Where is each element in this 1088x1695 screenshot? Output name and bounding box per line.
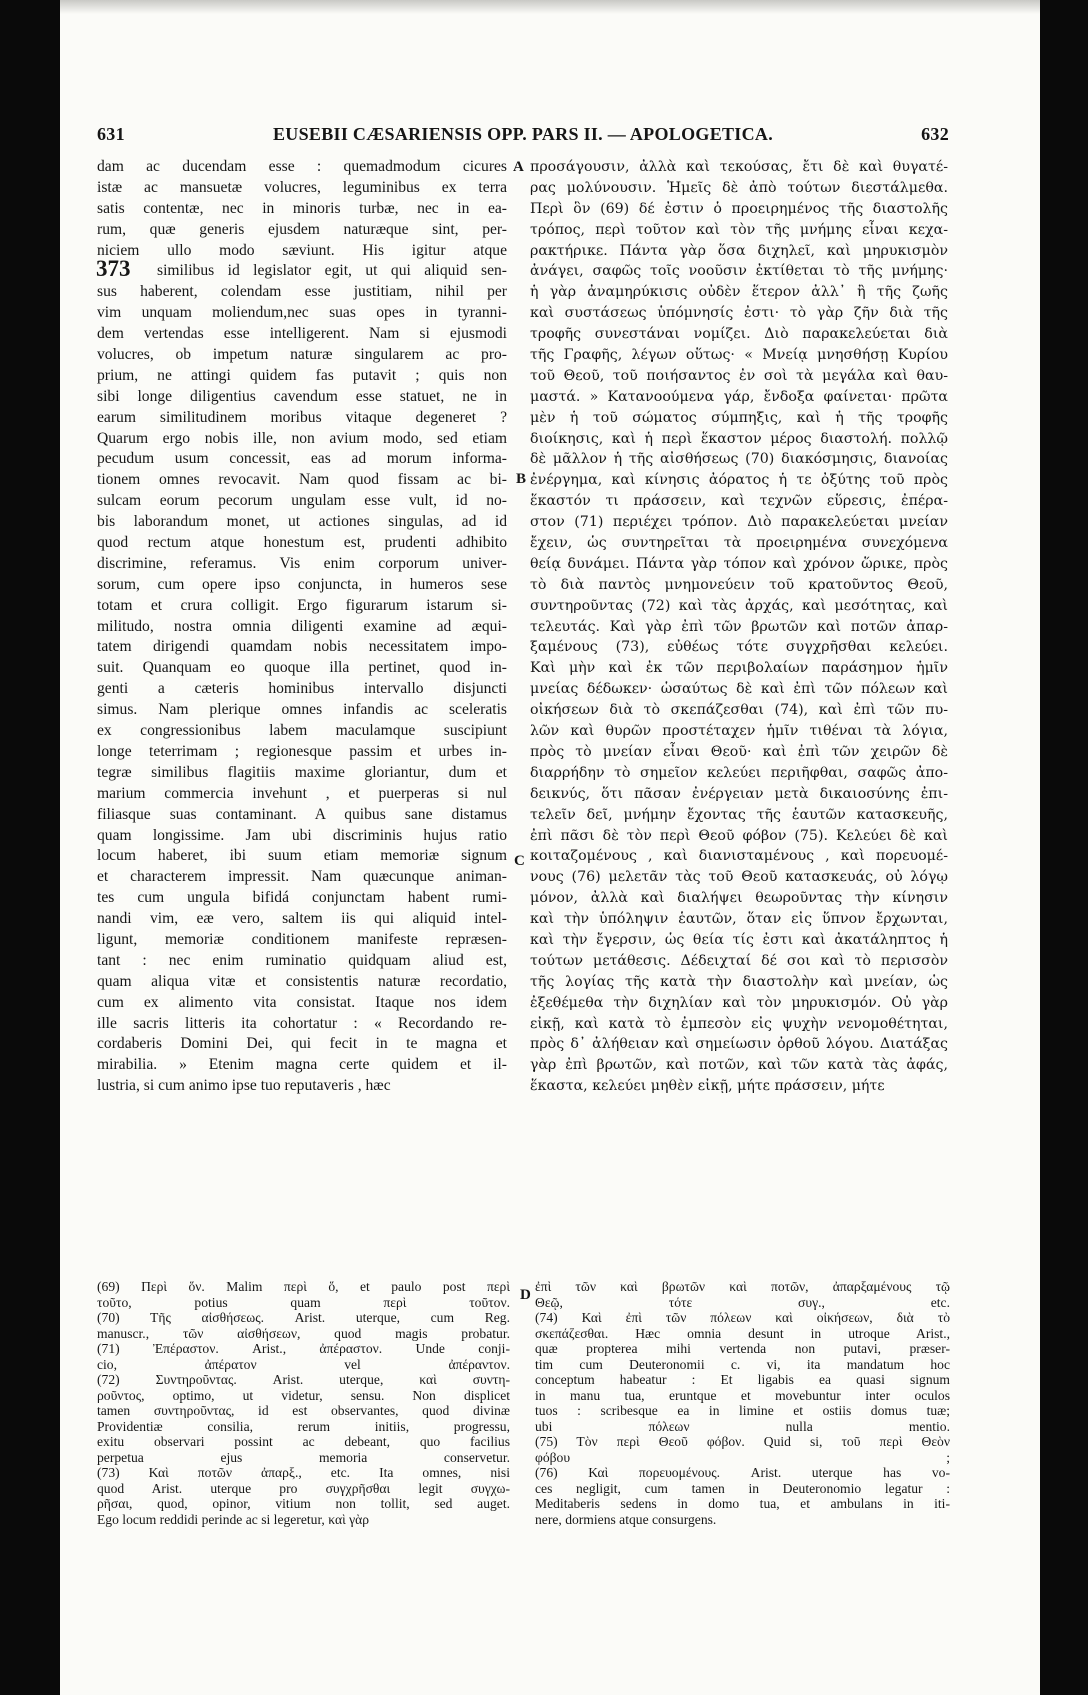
text-line: niciem ullo modo sæviunt. His igitur atque <box>97 241 507 259</box>
text-line: et characterem impressit. Nam quæcunque animan- <box>97 868 507 886</box>
text-line: simus. Nam plerique omnes infandis ac sceleratis <box>97 701 507 719</box>
text-line: bis laborandum monet, ut actiones singulas, ad id <box>97 513 507 531</box>
greek-text-column <box>530 157 948 1097</box>
text-line: ἡ γὰρ ἀναμηρύκισις οὐδὲν ἕτερον ἀλλ᾽ ἢ τῆς ζωῆς <box>530 284 948 301</box>
footnote-line: exitu observari possint ac debeant, quo facilius <box>97 1434 510 1449</box>
margin-letter-c: C <box>514 853 525 869</box>
text-line: ille sacris litteris ita cohortatur : « Recordando re- <box>97 1014 507 1032</box>
footnote-line: (76) Καὶ πορευομένους. Arist. uterque has vo- <box>535 1465 950 1480</box>
text-line: filiasque suas contaminant. A quibus sane distamus <box>97 805 507 823</box>
text-line: τελευτάς. Καὶ γὰρ ἐπὶ τῶν βρωτῶν καὶ ποτῶν ἀπαρ- <box>530 618 948 635</box>
footnote-line: τοῦτο, potius quam περὶ τοῦτον. <box>97 1294 510 1310</box>
text-line: ἕκαστόν τι πράσσειν, καὶ τεχνῶν εὕρεσις, ἐπέρα- <box>530 493 948 510</box>
text-line: tes cum ungula bifidá conjunctam habent rumi- <box>97 889 507 907</box>
text-line: τρόπος, περὶ τοῦτον καὶ τὸν τῆς μνήμης εἶναι κεχα- <box>530 221 948 238</box>
footnote-line: cio, ἀπέρατον vel ἀπέραντον. <box>97 1356 510 1372</box>
text-line: καὶ συστάσεως ὑπόμνησίς ἐστι· τὸ γὰρ ζῆν διὰ τῆς <box>530 305 948 322</box>
margin-letter-a: A <box>513 159 524 175</box>
text-line: volucres, ob impetum naturæ singularem ac pro- <box>97 346 507 364</box>
text-line: λῶν καὶ θυρῶν προστέταχεν ἡμῖν τιθέναι τὰ λόγια, <box>530 723 948 740</box>
footnote-line: manuscr., τῶν αἰσθήσεων, quod magis probatur. <box>97 1325 510 1341</box>
text-line: τῆς λογίας τῆς κατὰ τὴν διαστολὴν καὶ μνείαν, ὡς <box>530 973 948 990</box>
text-line: διαρρήδην τὸ σημεῖον κελεύει περιῆφθαι, σαφῶς ἀπο- <box>530 764 948 781</box>
text-line: κοιταζομένους , καὶ διανισταμένους , καὶ πορευομέ- <box>530 848 948 865</box>
text-line: ρας μολύνουσιν. Ἡμεῖς δὲ ἀπὸ τούτων διεστάλμεθα. <box>530 179 948 196</box>
text-line: διοίκησις, καὶ ἡ περὶ ἕκαστον μέρος διαστολή. πολλῷ <box>530 430 948 447</box>
text-line: τροφῆς συνεστάναι νομίζει. Διὸ παρακελεύεται διὰ <box>530 326 948 343</box>
footnote-line: tuos : scribesque ea in limine et ostiis domus tuæ; <box>535 1403 950 1418</box>
text-line: longe teterrimam ; regionesque passim et urbes in- <box>97 742 507 760</box>
section-marker-373: 373 <box>96 256 131 281</box>
footnote-line: (70) Τῆς αἰσθήσεως. Arist. uterque, cum Reg. <box>97 1310 510 1325</box>
text-line: dam ac ducendam esse : quemadmodum cicures <box>97 158 507 175</box>
margin-letter-b: B <box>516 471 527 487</box>
text-line: ρακτήρικε. Πάντα γὰρ ὅσα διχηλεῖ, καὶ μηρυκισμὸν <box>530 242 948 259</box>
text-line: locum haberet, ibi suum etiam memoriæ signum <box>97 847 507 865</box>
text-line: tionem omnes revocavit. Nam quod fissam ac bi- <box>97 471 507 489</box>
footnote-line: ροῦντος, optimo, ut videtur, sensu. Non displicet <box>97 1387 510 1403</box>
text-line: Quarum ergo nobis ille, non avium modo, sed etiam <box>97 429 507 447</box>
footnote-line: σκεπάζεσθαι. Hæc omnia desunt in utroque Arist., <box>535 1325 950 1341</box>
footnote-line: Providentiæ consilia, rerum initiis, progressu, <box>97 1418 510 1434</box>
text-line: nandi vim, eæ vero, saltem iis qui aliquid intel- <box>97 910 507 928</box>
text-line: cordaberis Domini Dei, qui fecit in te magna et <box>97 1035 507 1053</box>
running-header <box>97 124 949 148</box>
footnote-line: Θεῷ, τότε συγ., etc. <box>535 1294 950 1310</box>
text-line: μόνον, ἀλλὰ καὶ διαλήψει θεωροῦντας τὴν κίνησιν <box>530 890 948 907</box>
margin-letter-d: D <box>520 1287 531 1303</box>
text-line: quod rectum atque honestum est, prudenti adhibito <box>97 534 507 552</box>
page-number-right: 632 <box>921 124 949 144</box>
text-line: Περὶ ὃν (69) δέ ἐστιν ὁ προειρημένος τῆς διαστολῆς <box>530 200 948 217</box>
text-line: militudo, nostra omnia diligenti examine ad æqui- <box>97 617 507 635</box>
text-line: Καὶ μὴν καὶ ἐκ τῶν περιβολαίων παράσημον ἡμῖν <box>530 660 948 677</box>
text-line: totam et crura colligit. Ergo figurarum istarum si- <box>97 596 507 614</box>
text-line: νους (76) μελετᾶν τὰς τοῦ Θεοῦ κατασκευάς, οὐ λόγῳ <box>530 869 948 886</box>
latin-text-column <box>97 157 507 1097</box>
footnote-line: Meditaberis sedens in domo tua, et ambulans in iti- <box>535 1496 950 1511</box>
text-line: prium, ne attingi quidem fas putavit ; quis non <box>97 366 507 384</box>
text-line: tegræ similibus flagitiis maxime gloriantur, dum et <box>97 763 507 781</box>
text-line: ἐπὶ πᾶσι δὲ τὸν περὶ Θεοῦ φόβον (75). Κελεύει δὲ καὶ <box>530 827 948 844</box>
text-line: μὲν ἡ τοῦ σώματος σύμπηξις, καὶ ἡ τῆς τροφῆς <box>530 409 948 426</box>
scan-edge <box>60 0 1040 14</box>
footnote-line: ρῆσαι, quod, opinor, vitium non tollit, sed auget. <box>97 1496 510 1511</box>
footnote-line: in manu tua, eruntque et movebuntur inter oculos <box>535 1387 950 1403</box>
text-line: μαστά. » Κατανοούμενα γάρ, ἔνδοξα φαίνεται· πρῶτα <box>530 388 948 405</box>
text-line: satis contentæ, nec in minoris turbæ, nec in ea- <box>97 199 507 217</box>
footnote-line: (74) Καὶ ἐπὶ τῶν πόλεων καὶ οἰκήσεων, διὰ τὸ <box>535 1310 950 1325</box>
text-line: ex congressionibus labem maculamque suscipiunt <box>97 722 507 740</box>
footnote-line: nere, dormiens atque consurgens. <box>535 1511 717 1527</box>
footnote-line: (75) Τὸν περὶ Θεοῦ φόβον. Quid si, τοῦ περὶ Θεὸν <box>535 1434 950 1449</box>
footnote-line: tim cum Deuteronomii c. vi, ita mandatum hoc <box>535 1356 950 1372</box>
text-line: καὶ τὴν ὑπόληψιν ἑαυτῶν, ὅταν εἰς ὕπνον ἔρχωνται, <box>530 911 948 928</box>
text-line: συντηροῦντας (72) καὶ τὰς ἀρχάς, καὶ μεσότητας, καὶ <box>530 597 948 614</box>
footnote-line: perpetua ejus memoria conservetur. <box>97 1449 510 1465</box>
footnote-line: quæ propterea mihi vertenda non putavi, præser- <box>535 1341 950 1356</box>
text-line: δὲ μᾶλλον ἡ τῆς αἰσθήσεως (70) διακόσμησις, διανοίας <box>530 451 948 468</box>
text-line: γὰρ ἐπὶ βρωτῶν, καὶ ποτῶν, καὶ τῶν κατὰ τὰς ἀφάς, <box>530 1057 948 1074</box>
text-line: sorum, cum opere ipso conjuncta, in humeros sese <box>97 575 507 593</box>
footnote-line: quod Arist. uterque pro συγχρῆσθαι legit συγχω- <box>97 1480 510 1496</box>
footnote-line: ces negligit, cum tamen in Deuteronomio legatur : <box>535 1480 950 1496</box>
text-line: ἔχειν, ὡς συντηρεῖται τὰ προειρημένα συνεχόμενα <box>530 535 948 552</box>
text-line: discrimine, referamus. Vis enim corporum univer- <box>97 554 507 572</box>
text-line: similibus id legislator egit, ut qui aliquid sen- <box>157 262 507 280</box>
text-line: μνείας δέδωκεν· ὡσαύτως δὲ καὶ ἐπὶ τῶν πόλεων καὶ <box>530 681 948 698</box>
text-line: sulcam eorum pecorum ungulam esse vult, id no- <box>97 492 507 510</box>
footnote-line: (72) Συντηροῦντας. Arist. uterque, καὶ συντη- <box>97 1372 510 1387</box>
text-line: mirabilia. » Etenim magna certe quidem et il- <box>97 1056 507 1074</box>
text-line: καὶ τὴν ἔγερσιν, ὡς θεία τίς ἐστι καὶ ἀκατάληπτος ἡ <box>530 931 948 948</box>
running-title: EUSEBII CÆSARIENSIS OPP. PARS II. — APOLOGETICA. <box>272 124 774 144</box>
footnotes-left <box>97 1279 510 1527</box>
text-line: ξαμένους (73), εὐθέως τότε συγχρῆσθαι κελεύει. <box>530 639 948 656</box>
text-line: ἀνάγει, σαφῶς τοῖς νοοῦσιν ἐκτίθεται τὸ τῆς μνήμης· <box>530 263 948 280</box>
text-line: sibi longe diligentius cavendum esse statuet, ne in <box>97 387 507 405</box>
text-line: πρὸς δ᾽ ἀλήθειαν καὶ σημείωσιν ὀρθοῦ λόγου. Διατάξας <box>530 1036 948 1053</box>
text-line: ligunt, memoriæ conditionem manifeste repræsen- <box>97 930 507 948</box>
footnote-line: (71) Ἐπέραστον. Arist., ἀπέραστον. Unde conji- <box>97 1341 510 1356</box>
text-line: genti a cæteris hominibus intervallo disjuncti <box>97 680 507 698</box>
text-line: ἐξεθέμεθα τὴν διχηλίαν καὶ τὸν μηρυκισμόν. Οὐ γὰρ <box>530 994 948 1011</box>
footnote-line: tamen συντηροῦντας, id est observantes, quod divinæ <box>97 1403 510 1418</box>
text-line: earum similitudinem moribus vitaque degeneret ? <box>97 408 507 426</box>
text-line: rum, quæ generis ejusdem naturæque sint, per- <box>97 220 507 238</box>
text-line: πρὸς τὸ μνείαν εἶναι Θεοῦ· καὶ ἐπὶ τῶν χειρῶν δὲ <box>530 743 948 760</box>
footnote-line: (69) Περὶ ὅν. Malim περὶ ὅ, et paulo post περὶ <box>97 1279 510 1294</box>
footnote-line: conceptum habeatur : Et ligabis ea quasi signum <box>535 1372 950 1387</box>
text-line: τελεῖν δεῖ, μνήμην ἔχοντας τῆς ἑαυτῶν κατασκευῆς, <box>530 806 948 823</box>
text-line: εἰκῇ, καὶ κατὰ τὸ ἐμπεσὸν εἰς ψυχὴν νενομοθέτηται, <box>530 1015 948 1032</box>
text-line: tatem dirigendi quamdam nobis necessitatem impo- <box>97 638 507 656</box>
footnotes-right <box>535 1279 950 1527</box>
text-line: lustria, si cum animo ipse tuo reputaveris , hæc <box>97 1077 391 1095</box>
text-line: δεικνύς, ὅτι πᾶσαν ἐνέργειαν μετὰ δικαιοσύνης ἐπι- <box>530 785 948 802</box>
text-line: τῆς Γραφῆς, λέγων οὕτως· « Μνείᾳ μνησθήσῃ Κυρίου <box>530 347 948 364</box>
text-line: προσάγουσιν, ἀλλὰ καὶ τεκούσας, ἔτι δὲ καὶ θυγατέ- <box>530 159 948 175</box>
text-line: vim unquam moliendum,nec suas opes in tyranni- <box>97 304 507 322</box>
text-line: suit. Quanquam eo quoque illa pertinet, quod in- <box>97 659 507 677</box>
text-line: τὸ διὰ παντὸς μνημονεύειν τοῦ κρατοῦντος Θεοῦ, <box>530 576 948 593</box>
text-line: στον (71) περιέχει τρόπον. Διὸ παρακελεύεται μνείαν <box>530 514 948 531</box>
text-line: cum ex alimento vita consistat. Itaque nos idem <box>97 993 507 1011</box>
page-number-left: 631 <box>97 124 125 144</box>
text-line: marium commercia invehunt , et puerperas si nul <box>97 784 507 802</box>
text-line: τούτων μετάθεσις. Δέδειχταί δέ σοι καὶ τὸ περισσὸν <box>530 952 948 969</box>
text-line: quam longissime. Jam ubi discriminis hujus ratio <box>97 826 507 844</box>
text-line: pecudum usum concessit, eas ad morum informa- <box>97 450 507 468</box>
text-line: ἕκαστα, κελεύει μηθὲν εἰκῇ, μήτε πράσσειν, μήτε <box>530 1078 885 1095</box>
text-line: dem vertendas esse intelligerent. Nam si ejusmodi <box>97 325 507 343</box>
text-line: sus haberent, colendam esse justitiam, nihil per <box>97 283 507 301</box>
footnote-line: φόβου ; <box>535 1449 950 1465</box>
footnote-line: Ego locum reddidi perinde ac si legeretur, καὶ γὰρ <box>97 1511 370 1527</box>
text-line: istæ ac mansuetæ volucres, leguminibus ex terra <box>97 178 507 196</box>
text-line: θείᾳ δυνάμει. Πάντα γὰρ τόπον καὶ χρόνον ὥρικε, πρὸς <box>530 555 948 572</box>
text-line: quam aliqua vitæ et consistentis naturæ recordatio, <box>97 972 507 990</box>
text-line: tant : nec enim ruminatio quidquam aliud est, <box>97 951 507 969</box>
footnote-line: (73) Καὶ ποτῶν ἀπαρξ., etc. Ita omnes, nisi <box>97 1465 510 1480</box>
text-line: τοῦ Θεοῦ, τοῦ ποιήσαντος ἐν σοὶ τὰ μεγάλα καὶ θαυ- <box>530 367 948 384</box>
text-line: οἰκήσεων διὰ τὸ σκεπάζεσθαι (74), καὶ ἐπὶ τῶν πυ- <box>530 702 948 719</box>
text-line: ἐνέργημα, καὶ κίνησις ἀόρατος ἡ τε ὀξύτης τοῦ πρὸς <box>530 472 948 489</box>
footnote-line: ἐπὶ τῶν καὶ βρωτῶν καὶ ποτῶν, ἀπαρξαμένους τῷ <box>535 1279 950 1294</box>
footnote-line: ubi πόλεων nulla mentio. <box>535 1418 950 1434</box>
